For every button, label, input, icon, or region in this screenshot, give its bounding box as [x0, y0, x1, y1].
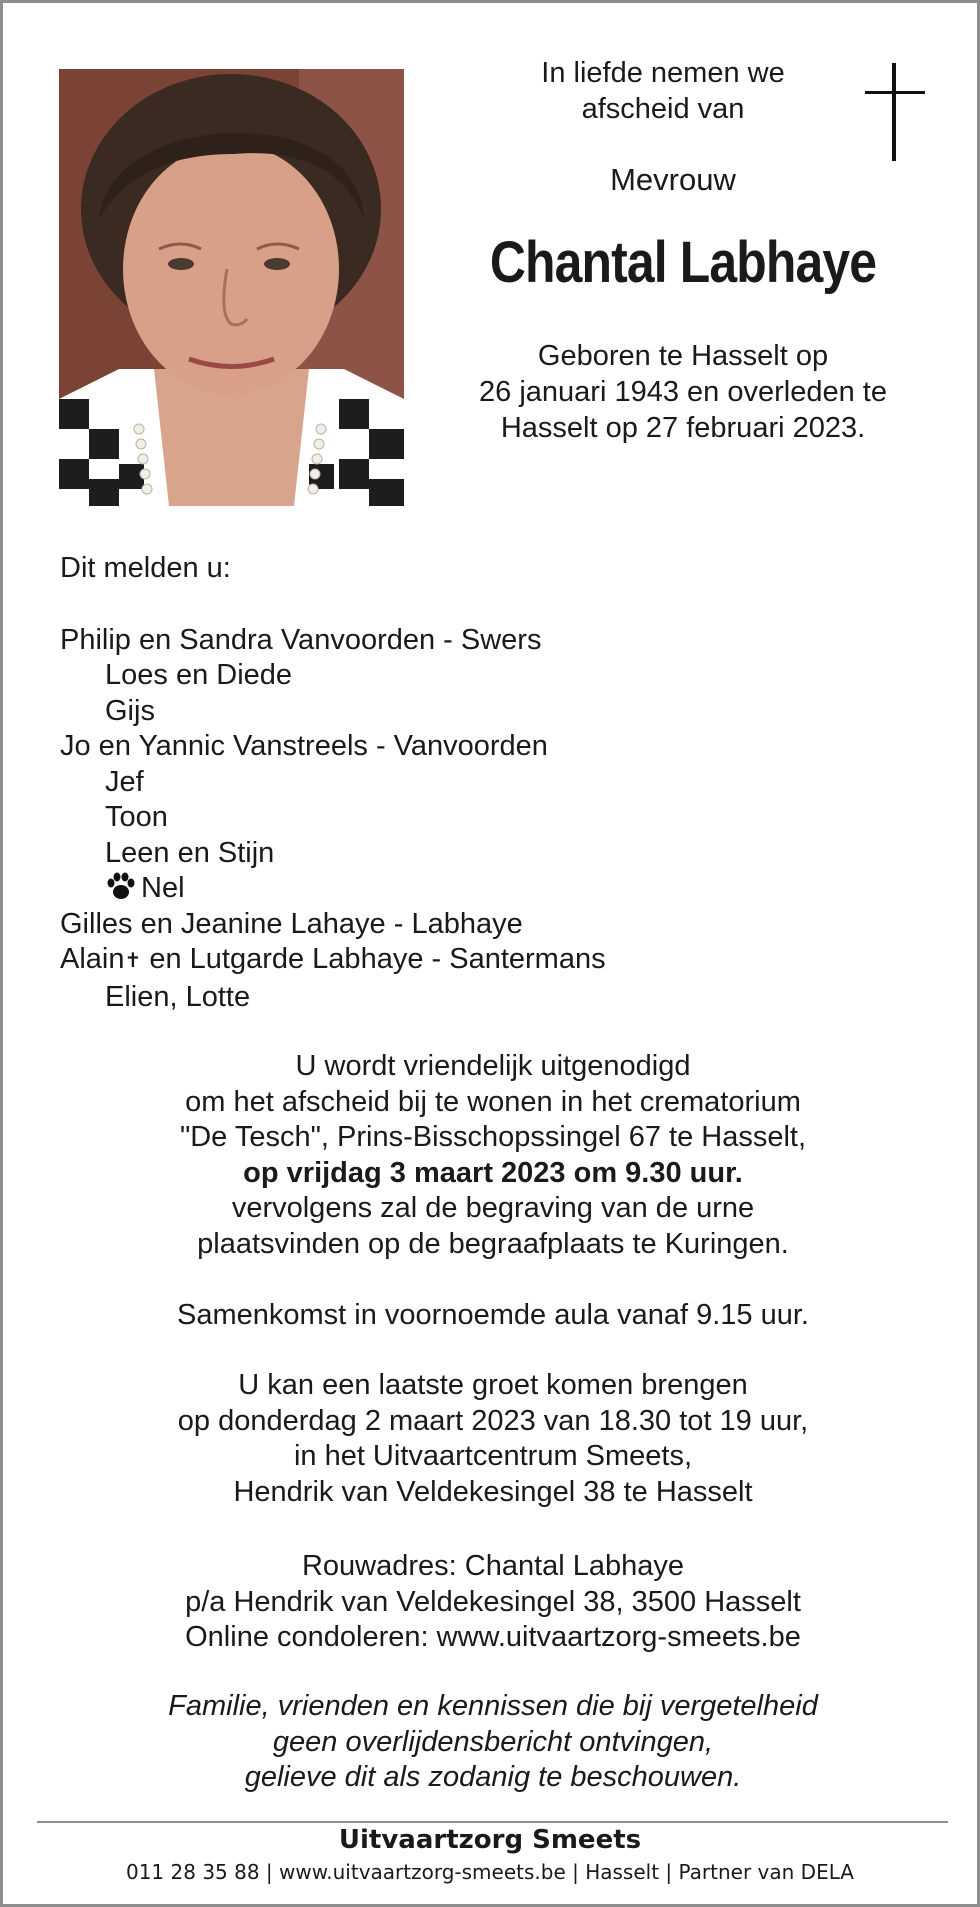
visit-line: op donderdag 2 maart 2023 van 18.30 tot 19 uur,	[177, 1404, 809, 1437]
invite-date-line: op vrijdag 3 maart 2023 om 9.30 uur.	[243, 1156, 743, 1189]
invite-line: om het afscheid bij te wonen in het crematorium	[185, 1085, 801, 1118]
visit-line: in het Uitvaartcentrum Smeets,	[293, 1440, 693, 1472]
portrait-photo	[59, 69, 404, 506]
birth-line-3: Hasselt op 27 februari 2023.	[500, 412, 866, 444]
intro-line-2: afscheid van	[581, 93, 745, 125]
invite-line: plaatsvinden op de begraafplaats te Kuringen.	[197, 1227, 789, 1260]
visit-line: Hendrik van Veldekesingel 38 te Hasselt	[233, 1475, 753, 1508]
family-row: Philip en Sandra Vanvoorden - Swers	[60, 623, 542, 656]
cross-icon	[865, 63, 925, 161]
family-lead: Dit melden u:	[60, 552, 231, 584]
invite-line: U wordt vriendelijk uitgenodigd	[295, 1050, 691, 1082]
family-row: Nel	[60, 871, 960, 907]
invite-line: "De Tesch", Prins-Bisschopssingel 67 te Hasselt,	[179, 1121, 807, 1153]
intro-line-1: In liefde nemen we	[541, 57, 785, 89]
funeral-company-contact: 011 28 35 88 | www.uitvaartzorg-smeets.be | Hasselt | Partner van DELA	[125, 1860, 854, 1884]
address-line: p/a Hendrik van Veldekesingel 38, 3500 Hasselt	[185, 1585, 801, 1618]
salutation: Mevrouw	[610, 162, 736, 197]
birth-details	[433, 338, 933, 446]
birth-line-1: Geboren te Hasselt op	[537, 340, 829, 372]
invite-line: vervolgens zal de begraving van de urne	[231, 1192, 755, 1224]
birth-line-2: 26 januari 1943 en overleden te	[479, 376, 887, 408]
mourning-address	[43, 1549, 943, 1656]
condolence-link[interactable]: Online condoleren: www.uitvaartzorg-smeets.be	[185, 1621, 801, 1653]
family-row: Gilles en Jeanine Lahaye - Labhaye	[60, 907, 523, 940]
notice-text	[43, 1689, 943, 1796]
deceased-name: Chantal Labhaye	[489, 230, 877, 295]
visit-line: U kan een laatste groet komen brengen	[238, 1369, 748, 1401]
family-row: Jef	[105, 765, 144, 798]
paw-icon	[105, 872, 137, 900]
family-row: Loes en Diede	[105, 659, 293, 691]
notice-line: Familie, vrienden en kennissen die bij vergetelheid	[168, 1690, 818, 1722]
family-row: Elien, Lotte	[105, 980, 251, 1013]
family-row: Jo en Yannic Vanstreels - Vanvoorden	[60, 730, 548, 762]
family-row: Toon	[105, 801, 168, 833]
family-row: Leen en Stijn	[105, 836, 275, 869]
family-row: Gijs	[105, 694, 155, 727]
notice-line: gelieve dit als zodanig te beschouwen.	[244, 1761, 742, 1793]
intro-text	[483, 55, 843, 127]
visitation-text	[43, 1368, 943, 1510]
family-list	[60, 551, 960, 1015]
funeral-company-name: Uitvaartzorg Smeets	[338, 1825, 642, 1855]
invitation-text	[43, 1049, 943, 1262]
notice-line: geen overlijdensbericht ontvingen,	[272, 1725, 714, 1758]
gathering-text: Samenkomst in voornoemde aula vanaf 9.15 uur.	[177, 1299, 809, 1331]
address-line: Rouwadres: Chantal Labhaye	[301, 1550, 685, 1582]
family-row: Alain✝ en Lutgarde Labhaye - Santermans	[60, 943, 606, 975]
dagger-icon: ✝	[124, 950, 142, 972]
